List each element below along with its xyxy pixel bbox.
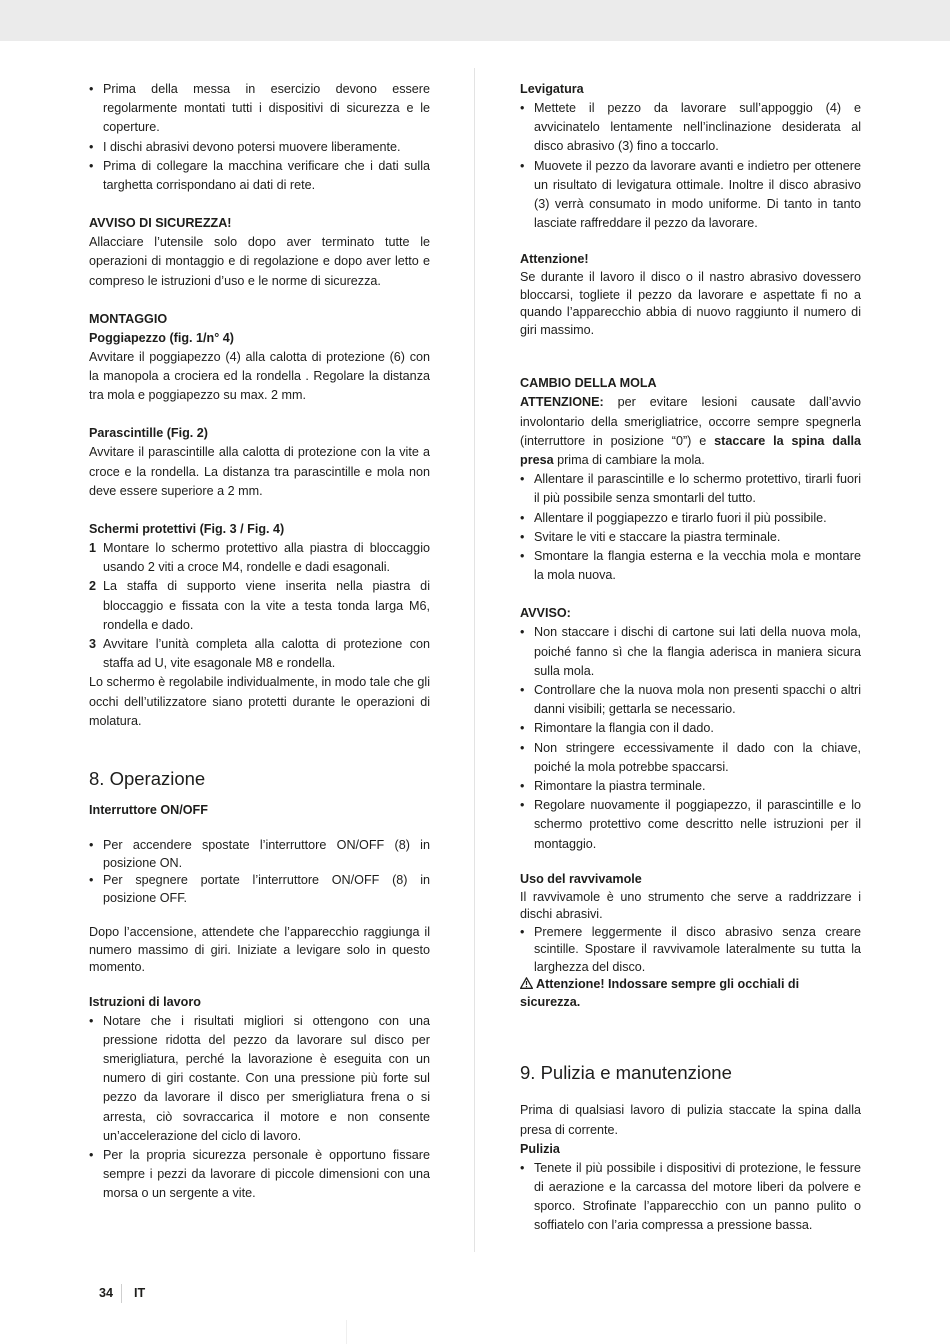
list-item: • Smontare la flangia esterna e la vecchia mola e montare la mola nuova. xyxy=(520,547,861,585)
page-number: 34 xyxy=(99,1285,114,1300)
numbered-step xyxy=(89,539,430,577)
list-item: • Controllare che la nuova mola non presenti spacchi o altri danni visibili; gettarla se necessario. xyxy=(520,681,861,719)
left-column xyxy=(89,80,430,1204)
list-item: • Per accendere spostate l’interruttore ON/OFF (8) in posizione ON. xyxy=(89,837,430,872)
cambio-bullet-list xyxy=(520,470,861,585)
parascintille-heading: Parascintille (Fig. 2) xyxy=(89,426,208,441)
levigatura-bullet-list xyxy=(520,99,861,233)
list-item: • Allentare il parascintille e lo schermo protettivo, tirarli fuori il più possibile senza smontarli del tutto. xyxy=(520,470,861,508)
parascintille-text: Avvitare il parascintille alla calotta di protezione con la vite a croce e la rondella. La distanza tra parascintille e mola non deve essere superiore a 2 mm. xyxy=(89,445,430,498)
avviso-bullet-list xyxy=(520,623,861,853)
list-item: • Svitare le viti e staccare la piastra terminale. xyxy=(520,528,861,547)
safety-text: Allacciare l’utensile solo dopo aver terminato tutte le operazioni di montaggio e di regolazione e dopo aver letto e compreso le istruzioni d’uso e le norme di sicurezza. xyxy=(89,235,430,288)
ravvivamole-bullet-list xyxy=(520,924,861,977)
list-item: • Rimontare la piastra terminale. xyxy=(520,777,861,796)
ravvivamole-text: Il ravvivamole è uno strumento che serve a raddrizzare i dischi abrasivi. xyxy=(520,889,861,922)
schermi-text: Lo schermo è regolabile individualmente, in modo tale che gli occhi dell’utilizzatore siano protetti durante le operazioni di molatura. xyxy=(89,675,430,728)
pulizia-intro: Prima di qualsiasi lavoro di pulizia staccate la spina dalla presa di corrente. xyxy=(520,1103,861,1137)
poggiapezzo-heading: Poggiapezzo (fig. 1/n° 4) xyxy=(89,330,234,345)
accensione-text: Dopo l’accensione, attendete che l’apparecchio raggiunga il numero massimo di giri. Iniziate a levigare solo in questo momento. xyxy=(89,925,430,975)
safety-heading: AVVISO DI SICUREZZA! xyxy=(89,216,232,231)
istruzioni-heading: Istruzioni di lavoro xyxy=(89,994,201,1009)
step-text: Avvitare l’unità completa alla calotta di protezione con staffa ad U, vite esagonale M8 e rondella. xyxy=(103,637,430,671)
column-divider xyxy=(474,68,475,1252)
schermi-steps-list xyxy=(89,539,430,673)
cambio-lead-bold: ATTENZIONE: xyxy=(520,395,604,410)
list-item: • Rimontare la flangia con il dado. xyxy=(520,719,861,738)
cambio-text-b: prima di cambiare la mola. xyxy=(553,453,705,468)
cambio-text-a: per evitare lesioni causate dall’avvio involontario della smerigliatrice, occorre sempre spegnerla (interruttore in posizione “0”) e xyxy=(520,395,861,448)
poggiapezzo-text: Avvitare il poggiapezzo (4) alla calotta di protezione (6) con la manopola a crociera ed la rondella . Regolare la distanza tra mola e poggiapezzo su max. 2 mm. xyxy=(89,349,430,403)
page-footer xyxy=(99,1284,145,1300)
list-item: • Allentare il poggiapezzo e tirarlo fuori il più possibile. xyxy=(520,509,861,528)
top-header-bar xyxy=(0,0,950,41)
crop-mark xyxy=(346,1320,347,1344)
intro-bullet-list xyxy=(89,80,430,195)
ravvivamole-warning xyxy=(520,976,861,1011)
attenzione-text: Se durante il lavoro il disco o il nastro abrasivo dovessero bloccarsi, togliete il pezzo da lavorare e aspettate fi no a quando l’apparecchio abbia di nuovo raggiunto il numero di giri massimo. xyxy=(520,270,861,337)
warning-triangle-icon xyxy=(520,977,533,989)
step-number: 2 xyxy=(89,579,97,594)
language-code: IT xyxy=(134,1285,146,1300)
cambio-text xyxy=(520,393,861,470)
list-item: • Prima della messa in esercizio devono essere regolarmente montati tutti i dispositivi di sicurezza e le coperture. xyxy=(89,80,430,138)
ravvivamole-heading: Uso del ravvivamole xyxy=(520,871,642,886)
avviso-heading: AVVISO: xyxy=(520,606,571,621)
list-item: • Tenete il più possibile i dispositivi di protezione, le fessure di aerazione e la carcassa del motore liberi da polvere e sporco. Strofinate l’apparecchio con un panno pulito o soffiatelo con l’aria compressa a pressione bassa. xyxy=(520,1159,861,1236)
numbered-step xyxy=(89,635,430,673)
right-column xyxy=(520,80,861,1236)
attenzione-heading: Attenzione! xyxy=(520,252,589,267)
schermi-heading: Schermi protettivi (Fig. 3 / Fig. 4) xyxy=(89,522,285,537)
numbered-step xyxy=(89,577,430,635)
step-text: La staffa di supporto viene inserita nella piastra di bloccaggio e fissata con la vite a testa tonda larga M6, rondella e dado. xyxy=(103,579,430,632)
list-item: • Mettete il pezzo da lavorare sull’appoggio (4) e avvicinatelo lentamente nell’inclinazione desiderata al disco abrasivo (3) fino a toccarlo. xyxy=(520,99,861,157)
list-item: • Per spegnere portate l’interruttore ON/OFF (8) in posizione OFF. xyxy=(89,872,430,907)
step-number: 3 xyxy=(89,637,97,652)
interruttore-bullet-list xyxy=(89,837,430,907)
list-item: • Non stringere eccessivamente il dado con la chiave, poiché la mola potrebbe spaccarsi. xyxy=(520,739,861,777)
step-text: Montare lo schermo protettivo alla piastra di bloccaggio usando 2 viti a croce M4, rondelle e dadi esagonali. xyxy=(103,541,430,575)
pulizia-bullet-list xyxy=(520,1159,861,1236)
list-item: • I dischi abrasivi devono potersi muovere liberamente. xyxy=(89,138,430,157)
istruzioni-bullet-list xyxy=(89,1012,430,1204)
list-item: • Premere leggermente il disco abrasivo senza creare scintille. Spostare il ravvivamole lateralmente su tutta la larghezza del disco. xyxy=(520,924,861,977)
warning-text: Attenzione! Indossare sempre gli occhiali di sicurezza. xyxy=(520,977,800,1009)
cambio-text-bold: staccare la spina dalla presa xyxy=(520,433,861,468)
pulizia-heading: Pulizia xyxy=(520,1141,560,1156)
list-item: • Muovete il pezzo da lavorare avanti e indietro per ottenere un risultato di levigatura ottimale. Inoltre il disco abrasivo (3) verrà consumato in modo uniforme. Di tanto in tanto lasciate raffreddare il pezzo da lavorare. xyxy=(520,157,861,234)
list-item: • Per la propria sicurezza personale è opportuno fissare sempre i pezzi da lavorare di piccole dimensioni con una morsa o un sergente a vite. xyxy=(89,1146,430,1204)
section-8-title: 8. Operazione xyxy=(89,768,206,790)
cambio-heading: CAMBIO DELLA MOLA xyxy=(520,376,657,391)
interruttore-heading: Interruttore ON/OFF xyxy=(89,803,208,818)
list-item: • Non staccare i dischi di cartone sui lati della nuova mola, poiché fanno sì che la flangia aderisca in maniera sicura sulla mola. xyxy=(520,623,861,681)
levigatura-heading: Levigatura xyxy=(520,82,584,96)
list-item: • Regolare nuovamente il poggiapezzo, il parascintille e lo schermo protettivo come descritto nelle istruzioni per il montaggio. xyxy=(520,796,861,854)
section-9-title: 9. Pulizia e manutenzione xyxy=(520,1062,732,1084)
list-item: • Notare che i risultati migliori si ottengono con una pressione ridotta del pezzo da lavorare sul disco per smerigliatura, perché la lavorazione è eseguita con un numero di giri costante. Con una pressione più forte sul pezzo da lavorare il disco per smerigliatura frena o si arresta, ciò sovraccarica il motore e non consente un’accelerazione del ciclo di lavoro. xyxy=(89,1012,430,1146)
step-number: 1 xyxy=(89,541,97,556)
footer-divider xyxy=(121,1284,122,1303)
montaggio-heading: MONTAGGIO xyxy=(89,311,168,326)
list-item: • Prima di collegare la macchina verificare che i dati sulla targhetta corrispondano ai dati di rete. xyxy=(89,157,430,195)
